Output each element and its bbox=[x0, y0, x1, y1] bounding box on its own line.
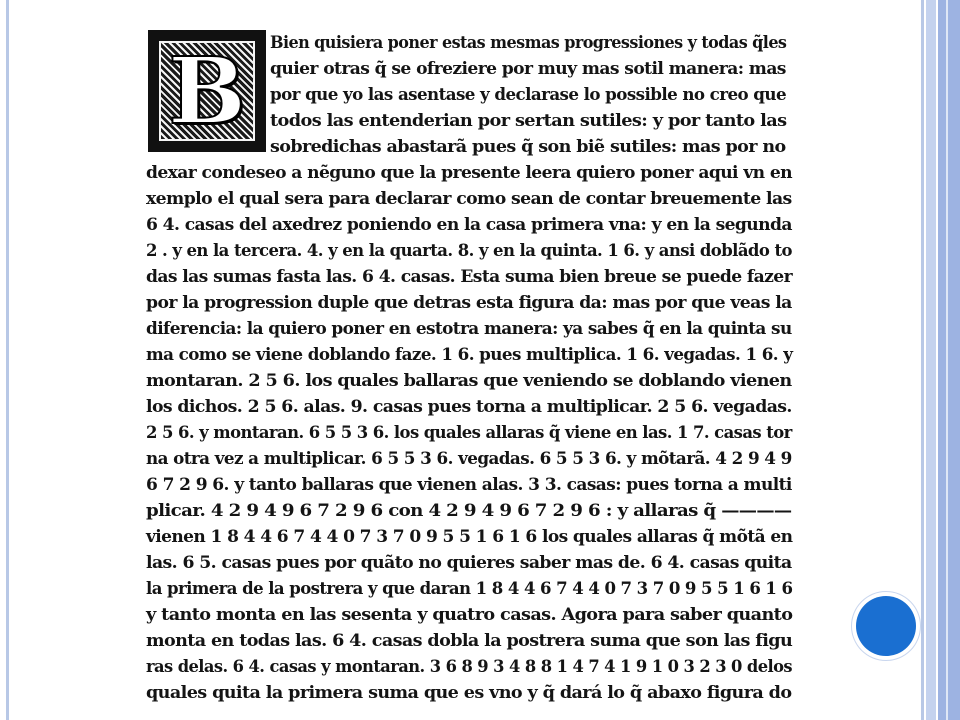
text-line: las. 6 5. casas pues por quãto no quieres saber mas de. 6 4. casas quita bbox=[146, 553, 792, 573]
text-line: quier otras q̃ se ofreziere por muy mas sotil manera: mas bbox=[270, 59, 786, 79]
text-line: quales quita la primera suma que es vno y q̃ dará lo q̃ abaxo figura do bbox=[146, 683, 792, 703]
text-line: 6 4. casas del axedrez poniendo en la casa primera vna: y en la segunda bbox=[146, 215, 792, 235]
text-line: dexar condeseo a nẽguno que la presente leera quiero poner aqui vn en bbox=[146, 163, 793, 183]
text-line: das las sumas fasta las. 6 4. casas. Esta suma bien breue se puede fazer bbox=[146, 267, 793, 287]
text-line: por que yo las asentase y declarase lo possible no creo que bbox=[270, 85, 786, 105]
text-line: sobredichas abastarã pues q̃ son biẽ sutiles: mas por no bbox=[270, 137, 786, 157]
text-line: monta en todas las. 6 4. casas dobla la postrera suma que son las figu bbox=[146, 631, 793, 651]
text-line: plicar. 4 2 9 4 9 6 7 2 9 6 con 4 2 9 4 9 6 7 2 9 6 : y allaras q̃ ———— bbox=[146, 501, 792, 521]
text-line: y tanto monta en las sesenta y quatro casas. Agora para saber quanto bbox=[146, 605, 793, 625]
text-line: na otra vez a multiplicar. 6 5 5 3 6. vegadas. 6 5 5 3 6. y mõtarã. 4 2 9 4 9 bbox=[146, 449, 792, 469]
text-line: los dichos. 2 5 6. alas. 9. casas pues torna a multiplicar. 2 5 6. vegadas. bbox=[146, 397, 792, 417]
decorated-initial bbox=[148, 30, 266, 152]
accent-circle bbox=[856, 596, 916, 656]
text-line: todos las entenderian por sertan sutiles: y por tanto las bbox=[270, 111, 787, 131]
text-line: 2 . y en la tercera. 4. y en la quarta. 8. y en la quinta. 1 6. y ansi doblãdo to bbox=[146, 241, 792, 261]
text-line: diferencia: la quiero poner en estotra manera: ya sabes q̃ en la quinta su bbox=[146, 319, 792, 339]
text-line: por la progression duple que detras esta figura da: mas por que veas la bbox=[146, 293, 792, 313]
text-line: montaran. 2 5 6. los quales ballaras que veniendo se doblando vienen bbox=[146, 371, 792, 391]
text-line: ras delas. 6 4. casas y montaran. 3 6 8 9 3 4 8 8 1 4 7 4 1 9 1 0 3 2 3 0 delos bbox=[146, 657, 793, 677]
text-line: ma como se viene doblando faze. 1 6. pues multiplica. 1 6. vegadas. 1 6. y bbox=[146, 345, 793, 365]
text-line: xemplo el qual sera para declarar como sean de contar breuemente las bbox=[146, 189, 792, 209]
right-decorative-stripe bbox=[926, 0, 960, 720]
text-line: 6 7 2 9 6. y tanto ballaras que vienen alas. 3 3. casas: pues torna a multi bbox=[146, 475, 792, 495]
text-line: 2 5 6. y montaran. 6 5 5 3 6. los quales allaras q̃ viene en las. 1 7. casas tor bbox=[146, 423, 792, 443]
initial-letter: B bbox=[168, 37, 246, 145]
text-line: vienen 1 8 4 4 6 7 4 4 0 7 3 7 0 9 5 5 1 6 1 6 los quales allaras q̃ mõtã en bbox=[146, 527, 793, 547]
text-line: la primera de la postrera y que daran 1 8 4 4 6 7 4 4 0 7 3 7 0 9 5 5 1 6 1 6 bbox=[146, 579, 793, 599]
text-line: Bien quisiera poner estas mesmas progressiones y todas q̃les bbox=[270, 33, 787, 53]
